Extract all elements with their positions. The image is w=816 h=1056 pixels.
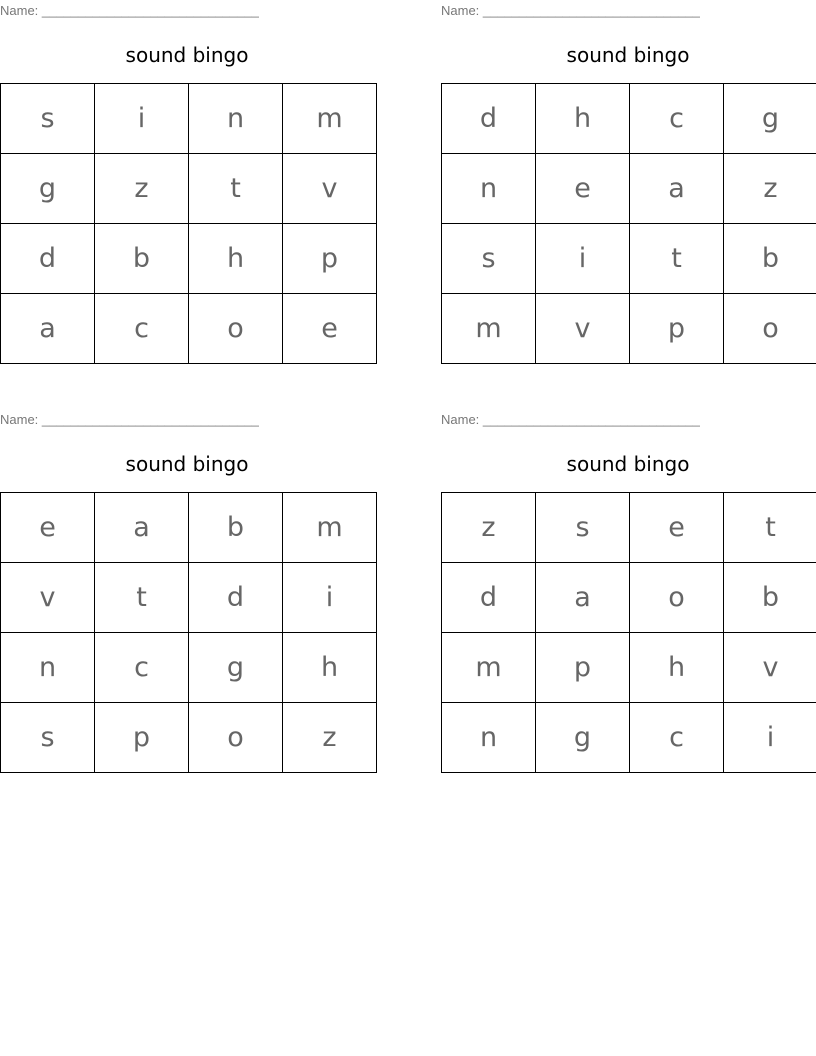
bingo-cell: g (724, 84, 816, 154)
bingo-cell: n (1, 633, 95, 703)
grid-row (442, 294, 816, 364)
grid-row (1, 633, 377, 703)
grid-row (442, 84, 816, 154)
bingo-cell: b (189, 493, 283, 563)
bingo-cell: z (95, 154, 189, 224)
bingo-cell: h (536, 84, 630, 154)
bingo-cell: o (630, 563, 724, 633)
bingo-cell: p (283, 224, 377, 294)
bingo-card-1 (0, 0, 376, 364)
bingo-card-2 (441, 0, 816, 364)
grid-row (442, 563, 816, 633)
card-title: sound bingo (125, 43, 249, 67)
name-field-label: Name: ______________________________ (441, 412, 700, 427)
bingo-cell: n (442, 703, 536, 773)
bingo-cell: e (1, 493, 95, 563)
bingo-cell: e (536, 154, 630, 224)
bingo-cell: d (189, 563, 283, 633)
bingo-card-4 (441, 409, 816, 773)
bingo-cell: d (442, 563, 536, 633)
bingo-grid (0, 492, 377, 773)
bingo-grid (441, 83, 816, 364)
grid-row (1, 154, 377, 224)
bingo-cell: e (283, 294, 377, 364)
bingo-cell: s (1, 703, 95, 773)
bingo-cell: v (283, 154, 377, 224)
bingo-cell: d (442, 84, 536, 154)
bingo-card-3 (0, 409, 376, 773)
bingo-cell: i (95, 84, 189, 154)
bingo-grid (441, 492, 816, 773)
bingo-cell: m (442, 294, 536, 364)
grid-row (1, 493, 377, 563)
bingo-cell: a (1, 294, 95, 364)
bingo-cell: s (536, 493, 630, 563)
bingo-cell: v (724, 633, 816, 703)
bingo-cell: z (283, 703, 377, 773)
bingo-cell: i (283, 563, 377, 633)
bingo-cell: o (724, 294, 816, 364)
bingo-cell: m (283, 493, 377, 563)
bingo-cell: p (630, 294, 724, 364)
grid-row (442, 154, 816, 224)
card-title: sound bingo (125, 452, 249, 476)
name-field-label: Name: ______________________________ (0, 412, 259, 427)
bingo-cell: t (630, 224, 724, 294)
bingo-cell: h (630, 633, 724, 703)
grid-row (1, 84, 377, 154)
bingo-cell: c (95, 294, 189, 364)
bingo-cell: h (189, 224, 283, 294)
bingo-cell: v (536, 294, 630, 364)
grid-row (442, 633, 816, 703)
bingo-cell: s (1, 84, 95, 154)
bingo-cell: g (189, 633, 283, 703)
bingo-cell: b (724, 224, 816, 294)
bingo-cell: m (442, 633, 536, 703)
bingo-cell: b (724, 563, 816, 633)
grid-row (1, 294, 377, 364)
bingo-cell: a (630, 154, 724, 224)
bingo-cell: t (95, 563, 189, 633)
name-field-label: Name: ______________________________ (441, 3, 700, 18)
bingo-cell: a (95, 493, 189, 563)
bingo-cell: n (442, 154, 536, 224)
grid-row (442, 703, 816, 773)
bingo-cell: z (442, 493, 536, 563)
bingo-cell: p (536, 633, 630, 703)
bingo-cell: b (95, 224, 189, 294)
card-title: sound bingo (566, 43, 690, 67)
bingo-cell: n (189, 84, 283, 154)
grid-row (442, 224, 816, 294)
grid-row (442, 493, 816, 563)
bingo-grid (0, 83, 377, 364)
bingo-cell: a (536, 563, 630, 633)
bingo-cell: h (283, 633, 377, 703)
bingo-cell: p (95, 703, 189, 773)
bingo-cell: d (1, 224, 95, 294)
card-title: sound bingo (566, 452, 690, 476)
bingo-cell: t (189, 154, 283, 224)
bingo-cell: z (724, 154, 816, 224)
bingo-cell: v (1, 563, 95, 633)
grid-row (1, 703, 377, 773)
grid-row (1, 224, 377, 294)
bingo-cell: o (189, 703, 283, 773)
bingo-cell: o (189, 294, 283, 364)
bingo-cell: g (536, 703, 630, 773)
name-field-label: Name: ______________________________ (0, 3, 259, 18)
bingo-cell: t (724, 493, 816, 563)
bingo-cell: g (1, 154, 95, 224)
bingo-cell: c (630, 84, 724, 154)
grid-row (1, 563, 377, 633)
bingo-cell: c (95, 633, 189, 703)
bingo-cell: i (536, 224, 630, 294)
bingo-cell: i (724, 703, 816, 773)
bingo-cell: c (630, 703, 724, 773)
bingo-cell: s (442, 224, 536, 294)
bingo-cell: e (630, 493, 724, 563)
bingo-cell: m (283, 84, 377, 154)
